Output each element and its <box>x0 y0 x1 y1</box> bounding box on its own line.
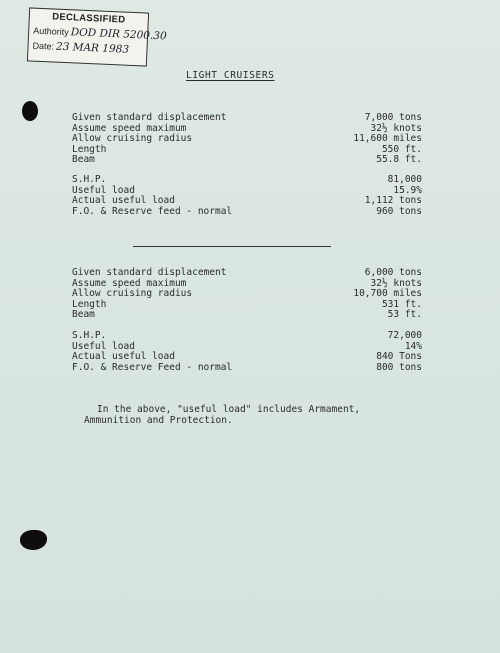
spec-label: Beam <box>72 309 95 320</box>
spec-value: 72,000 <box>387 330 422 341</box>
spec-label: S.H.P. <box>72 174 107 185</box>
spec-value: 7,000 tons <box>364 112 422 123</box>
spec-label: Beam <box>72 154 95 165</box>
spec-label: Allow cruising radius <box>72 288 193 299</box>
stamp-date-value: 23 MAR 1983 <box>55 40 130 56</box>
spec-value: 32½ knots <box>370 122 422 134</box>
punch-hole-bottom <box>20 530 47 550</box>
spec-row <box>72 207 422 218</box>
spec-row <box>72 352 422 363</box>
spec-value: 6,000 tons <box>364 267 422 278</box>
spec-label: F.O. & Reserve Feed - normal <box>72 361 233 373</box>
spec-row <box>72 300 422 311</box>
spec-value: 531 ft. <box>381 298 422 310</box>
spec-label: Actual useful load <box>72 351 175 362</box>
spec-value: 14% <box>404 340 422 352</box>
spec-row <box>72 363 422 374</box>
spec-value: 1,112 tons <box>364 195 422 206</box>
spec-row <box>72 268 422 279</box>
spec-value: 960 tons <box>376 205 422 217</box>
spec-value: 11,600 miles <box>353 133 422 144</box>
spec-value: 81,000 <box>387 174 422 185</box>
spec-value: 55.8 ft. <box>376 154 422 165</box>
spec-label: Assume speed maximum <box>72 122 187 134</box>
spec-value: 840 Tons <box>376 351 422 362</box>
footnote-line-1: In the above, "useful load" includes Armament, <box>97 404 361 415</box>
punch-hole-top <box>22 101 38 121</box>
stamp-heading: DECLASSIFIED <box>51 11 126 26</box>
stamp-authority-label: Authority <box>33 25 69 38</box>
stamp-date-row <box>32 40 129 56</box>
footnote-line-2: Ammunition and Protection. <box>84 415 233 426</box>
spec-label: Length <box>72 298 107 310</box>
spec-row <box>72 113 422 124</box>
spec-value: 15.9% <box>393 184 422 196</box>
spec-value: 32½ knots <box>370 277 422 289</box>
declassified-stamp <box>27 7 167 66</box>
spec-row <box>72 145 422 156</box>
spec-label: S.H.P. <box>72 330 107 341</box>
stamp-authority-value: DOD DIR 5200.30 <box>70 26 167 43</box>
spec-label: Useful load <box>72 184 135 196</box>
spec-row <box>72 196 422 207</box>
spec-label: F.O. & Reserve feed - normal <box>72 205 233 217</box>
spec-row <box>72 134 422 145</box>
document-title: LIGHT CRUISERS <box>186 70 275 81</box>
spec-label: Allow cruising radius <box>72 133 193 144</box>
spec-row <box>72 331 422 342</box>
spec-value: 10,700 miles <box>353 288 422 299</box>
section-divider <box>133 246 331 247</box>
spec-label: Assume speed maximum <box>72 277 187 289</box>
spec-value: 550 ft. <box>381 143 422 155</box>
spec-row <box>72 155 422 166</box>
spec-label: Given standard displacement <box>72 112 227 123</box>
spec-label: Actual useful load <box>72 195 175 206</box>
spec-row <box>72 289 422 300</box>
stamp-date-label: Date: <box>32 40 55 52</box>
spec-row <box>72 175 422 186</box>
spec-row <box>72 310 422 321</box>
spec-label: Given standard displacement <box>72 267 227 278</box>
spec-label: Length <box>72 143 107 155</box>
spec-value: 53 ft. <box>387 309 422 320</box>
spec-value: 800 tons <box>376 361 422 373</box>
spec-label: Useful load <box>72 340 135 352</box>
